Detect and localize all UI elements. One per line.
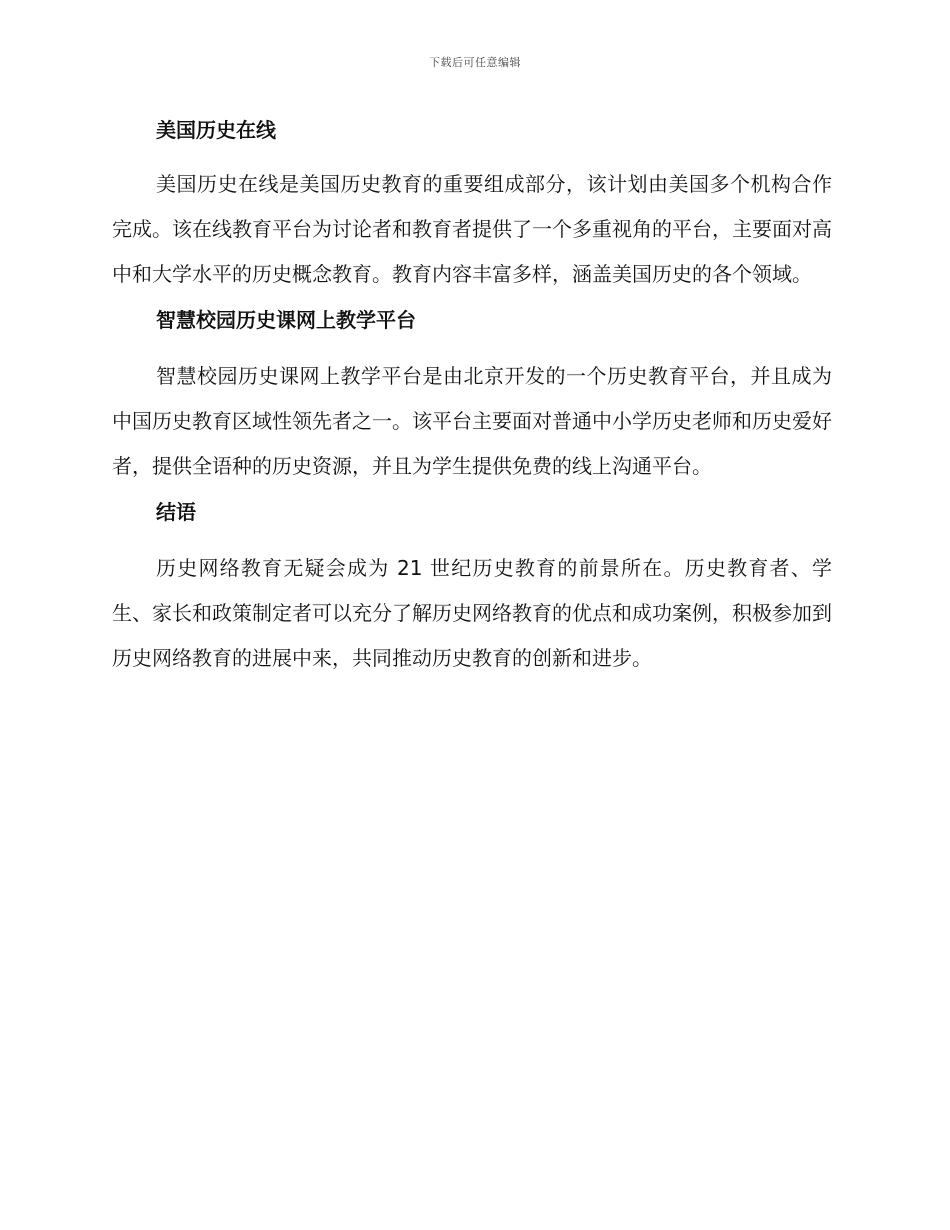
section-heading-smart-campus-platform: 智慧校园历史课网上教学平台 [156,308,416,332]
section-heading-us-history-online: 美国历史在线 [156,118,276,142]
section-heading-conclusion: 结语 [156,500,196,524]
section-paragraph-smart-campus-platform: 智慧校园历史课网上教学平台是由北京开发的一个历史教育平台，并且成为中国历史教育区域性领先者之一。该平台主要面对普通中小学历史老师和历史爱好者，提供全语种的历史资源，并且为学生提供免费的线上沟通平台。 [112,364,832,478]
page-header-note: 下载后可任意编辑 [429,56,521,69]
document-body [112,110,832,681]
section-paragraph-conclusion: 历史网络教育无疑会成为 21 世纪历史教育的前景所在。历史教育者、学生、家长和政策制定者可以充分了解历史网络教育的优点和成功案例，积极参加到历史网络教育的进展中来，共同推动历史教育的创新和进步。 [112,556,832,670]
section-paragraph-us-history-online: 美国历史在线是美国历史教育的重要组成部分，该计划由美国多个机构合作完成。该在线教育平台为讨论者和教育者提供了一个多重视角的平台，主要面对高中和大学水平的历史概念教育。教育内容丰富多样，涵盖美国历史的各个领域。 [112,172,832,286]
